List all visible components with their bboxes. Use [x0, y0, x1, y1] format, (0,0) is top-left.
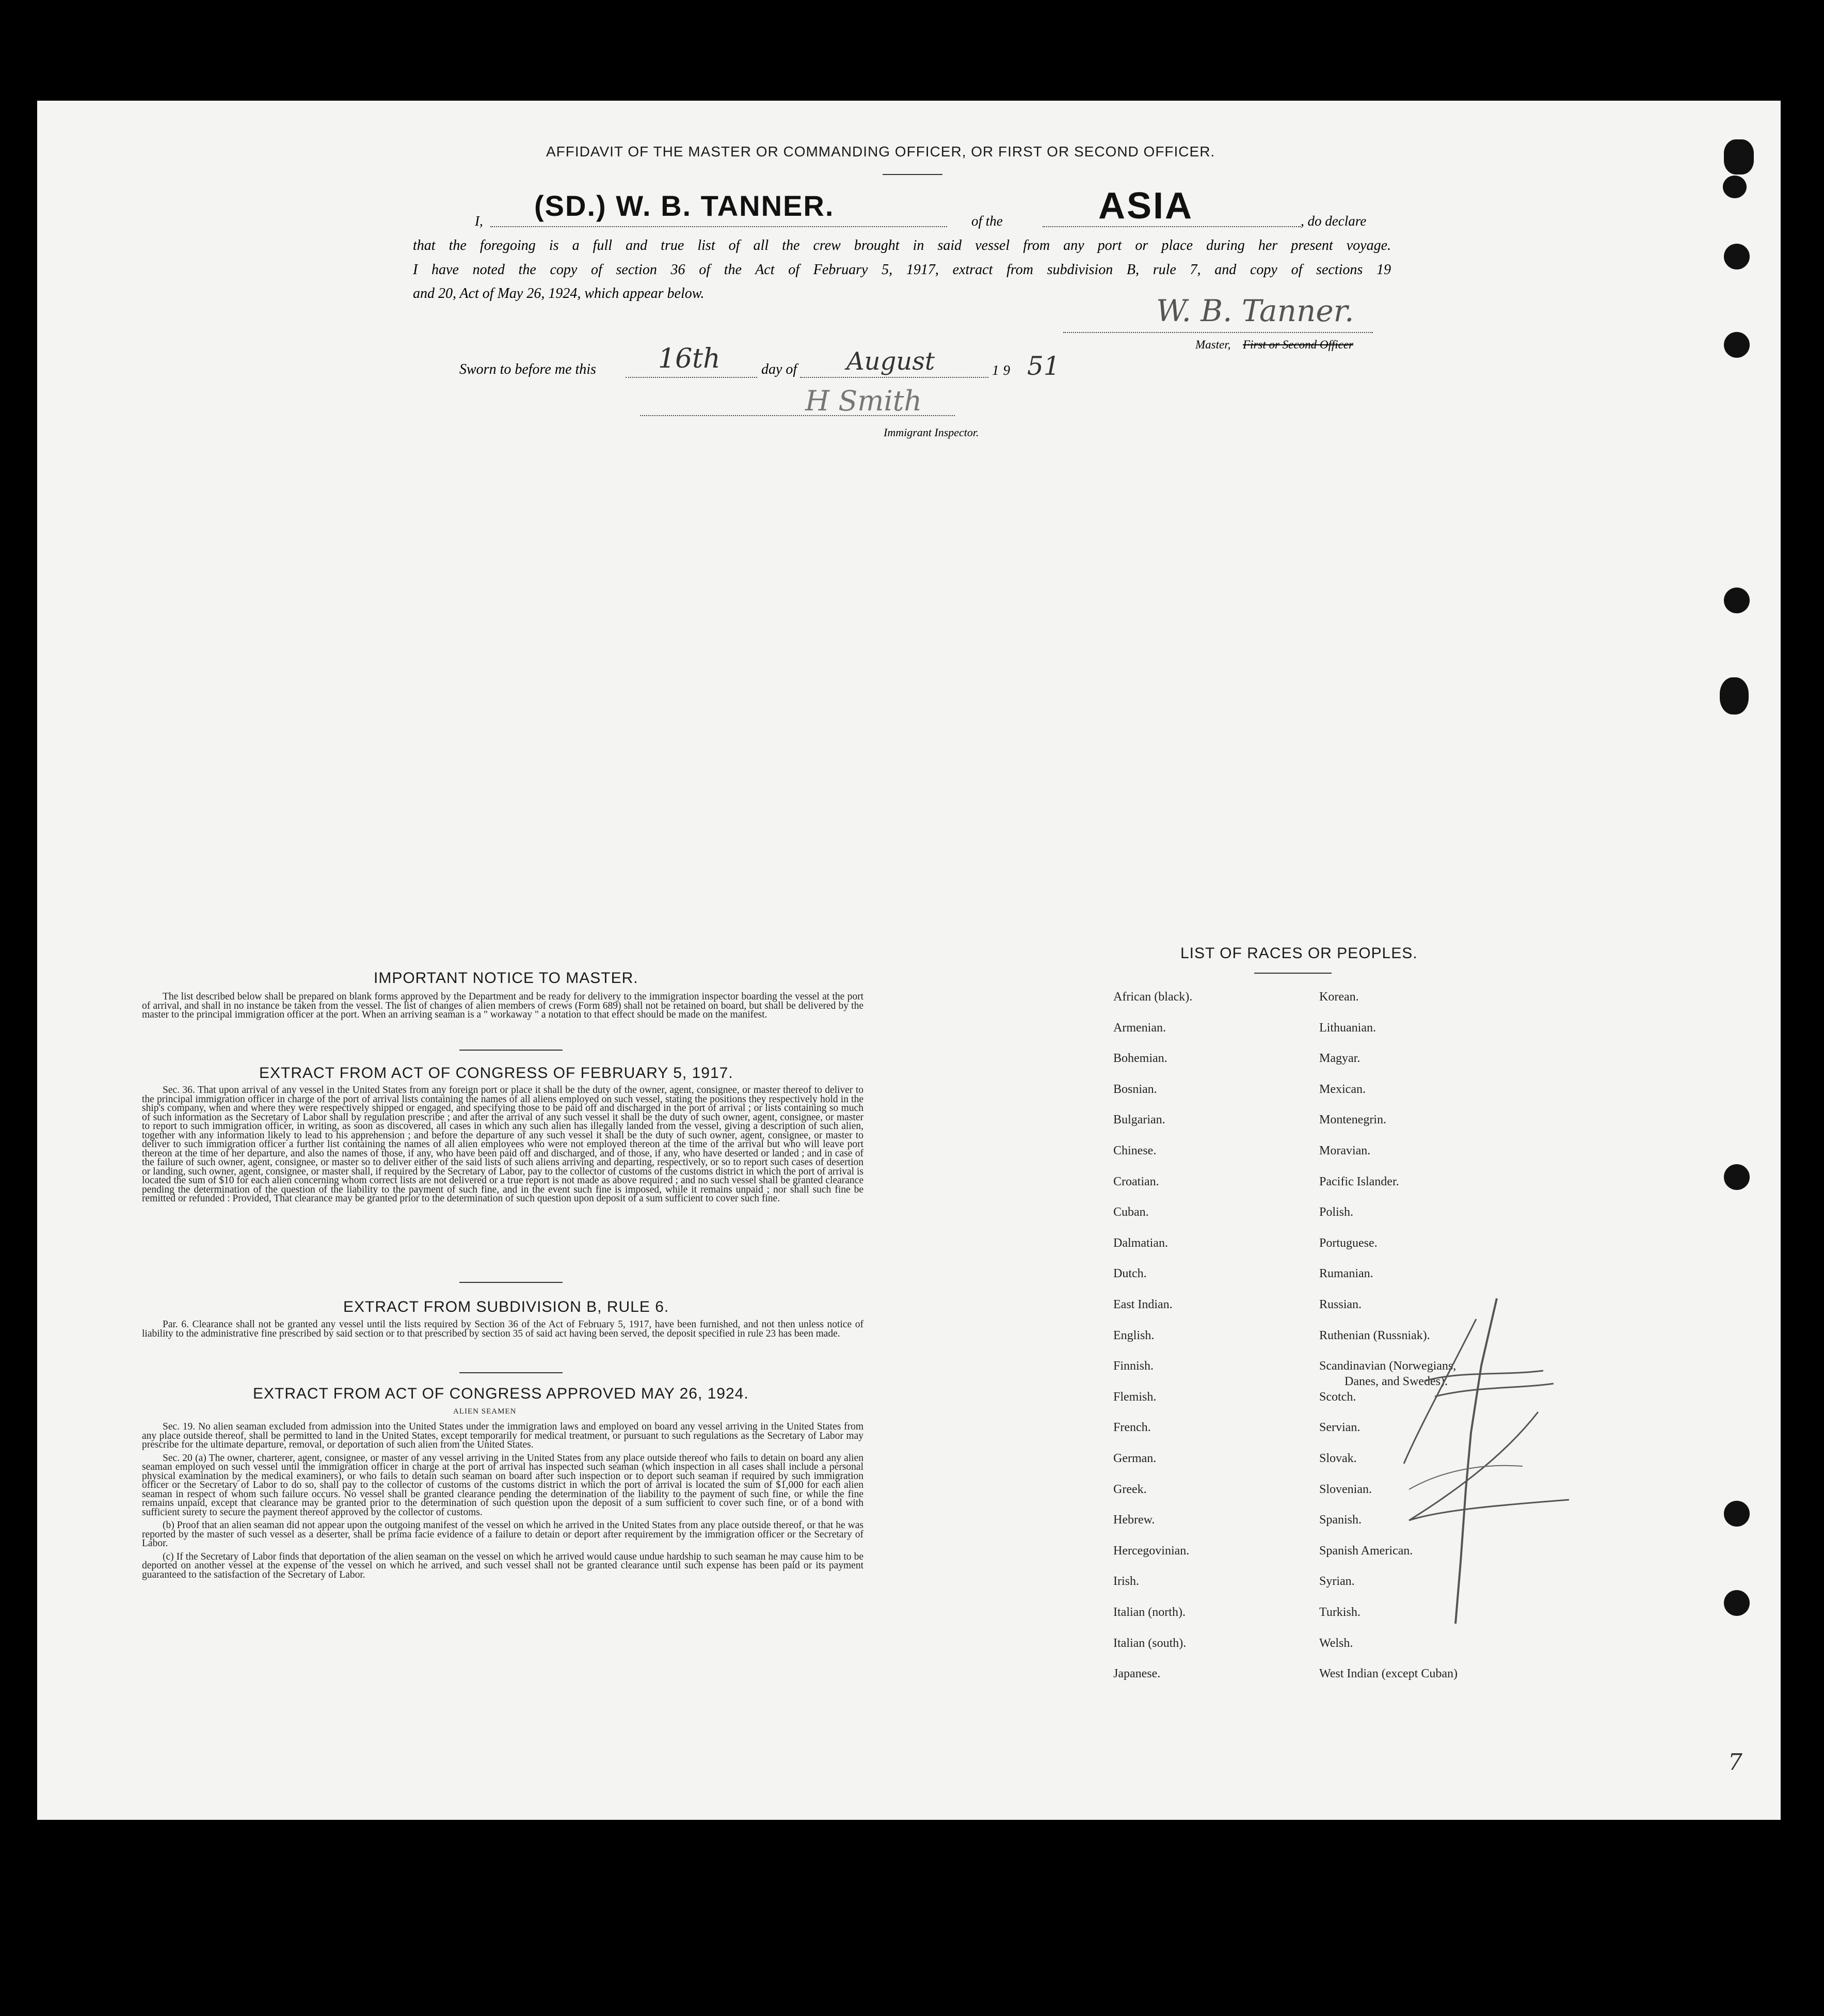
punch-hole	[1724, 332, 1750, 358]
races-title: LIST OF RACES OR PEOPLES.	[1180, 945, 1418, 962]
race-item: Turkish.	[1319, 1606, 1361, 1619]
race-item: Russian.	[1319, 1298, 1362, 1311]
race-item: Italian (north).	[1113, 1606, 1186, 1619]
race-item: Bulgarian.	[1113, 1113, 1165, 1127]
subdivision-text	[142, 1320, 863, 1342]
race-item: Mexican.	[1319, 1082, 1366, 1096]
divider	[1254, 973, 1332, 974]
race-item: Dutch.	[1113, 1267, 1147, 1281]
punch-hole	[1720, 677, 1749, 715]
extract-1924-text	[142, 1422, 863, 1583]
section-19-paragraph: Sec. 19. No alien seaman excluded from admission into the United States under the immigration laws and employed on board any vessel arriving in the United States from any place outside thereof, shall be permitted to land in the United States, except temporarily for medical treatment, or pursuant to such regulations as the Secretary of Labor may prescribe for the ultimate departure, removal, or deportation of such alien from the United States.	[142, 1421, 863, 1450]
race-item: Hebrew.	[1113, 1513, 1155, 1527]
name-line	[490, 226, 947, 227]
declaration-line-2: that the foregoing is a full and true list of all the crew brought in said vessel from any port or place during her present voyage.	[413, 237, 1391, 253]
vessel-line	[1043, 226, 1301, 227]
master-label: Master,	[1195, 338, 1231, 351]
race-item: Portuguese.	[1319, 1236, 1378, 1250]
signature-line	[1063, 332, 1373, 333]
notice-paragraph: The list described below shall be prepared on blank forms approved by the Department and be ready for delivery to the immigration inspector boarding the vessel at the port of arrival, and shall in no instance be taken from the vessel. The list of changes of alien members of crews (Form 689) shall not be retained on board, but shall be delivered by the master to the principal immigration officer at the port. When an arriving seaman is a " workaway " a notation to that effect should be made on the manifest.	[142, 991, 863, 1020]
race-item: Flemish.	[1113, 1390, 1157, 1404]
month-line	[800, 377, 988, 378]
race-item: French.	[1113, 1421, 1151, 1435]
divider	[459, 1282, 563, 1283]
day-line	[626, 377, 757, 378]
race-item: Spanish.	[1319, 1513, 1362, 1527]
punch-hole	[1724, 1590, 1750, 1616]
race-item: Lithuanian.	[1319, 1021, 1376, 1035]
race-item: Bohemian.	[1113, 1052, 1167, 1066]
race-item: Welsh.	[1319, 1636, 1353, 1650]
master-name: (SD.) W. B. TANNER.	[534, 189, 835, 222]
master-signature: W. B. Tanner.	[1156, 293, 1354, 328]
do-declare-label: , do declare	[1301, 213, 1367, 229]
race-item: Montenegrin.	[1319, 1113, 1386, 1127]
punch-hole	[1724, 588, 1750, 613]
section-20b-paragraph: (b) Proof that an alien seaman did not appear upon the outgoing manifest of the vessel on which he arrived in the United States from any place outside thereof, or that he was reported by the master of such vessel as a deserter, shall be prima facie evidence of a failure to detain or deport after requirement by the immigration officer or the Secretary of Labor.	[142, 1520, 863, 1549]
day-of-label: day of	[761, 361, 797, 377]
race-item: Servian.	[1319, 1421, 1361, 1435]
race-item: Korean.	[1319, 990, 1359, 1004]
race-item: Hercegovinian.	[1113, 1544, 1190, 1558]
punch-hole	[1724, 244, 1750, 269]
race-item: Japanese.	[1113, 1667, 1161, 1681]
divider	[459, 1372, 563, 1373]
race-item: Syrian.	[1319, 1575, 1355, 1589]
divider	[459, 1050, 563, 1051]
sworn-day: 16th	[658, 343, 721, 374]
inspector-signature: H Smith	[805, 385, 922, 417]
section-20a-paragraph: Sec. 20 (a) The owner, charterer, agent, consignee, or master of any vessel arriving in the United States from any place outside thereof who fails to detain on board any alien seaman employed on such vessel until the immigration officer in charge at the port of arrival has inspected such seaman (which inspection in all cases shall include a personal physical examination by the medical examiners), or who fails to detain such seaman on board after such inspection or to deport such seaman if required by such immigration officer or the Secretary of Labor to do so, shall pay to the collector of customs of the customs district in which the port of arrival is located the sum of $1,000 for each alien seaman in respect of whom such failure occurs. No vessel shall be granted clearance pending the determination of the liability to the payment of such fine, or while the fine remains unpaid, except that clearance may be granted prior to the determination of such question upon the deposit of a sum sufficient to cover such fine, or of a bond with sufficient surety to secure the payment thereof approved by the collector of customs.	[142, 1452, 863, 1518]
race-item: Slovenian.	[1319, 1482, 1372, 1496]
race-item: West Indian (except Cuban)	[1319, 1667, 1458, 1681]
race-item: Dalmatian.	[1113, 1236, 1168, 1250]
race-item: Greek.	[1113, 1482, 1147, 1496]
page-mark: 7	[1728, 1749, 1742, 1775]
sworn-label: Sworn to before me this	[459, 361, 596, 377]
race-item: Spanish American.	[1319, 1544, 1413, 1558]
punch-hole	[1723, 176, 1747, 198]
struck-officer-label: First or Second Officer	[1243, 338, 1353, 351]
declaration-line-4: and 20, Act of May 26, 1924, which appear below.	[413, 285, 705, 301]
race-item: Rumanian.	[1319, 1267, 1373, 1281]
extract-1917-title: EXTRACT FROM ACT OF CONGRESS OF FEBRUARY 5, 1917.	[259, 1065, 733, 1082]
notice-text	[142, 992, 863, 1024]
i-label: I,	[475, 213, 483, 229]
year-prefix: 19	[992, 362, 1014, 378]
race-item: Scandinavian (Norwegians,	[1319, 1359, 1457, 1373]
race-item: Irish.	[1113, 1575, 1139, 1589]
alien-seamen-subtitle: ALIEN SEAMEN	[453, 1407, 517, 1416]
subdivision-title: EXTRACT FROM SUBDIVISION B, RULE 6.	[343, 1298, 669, 1315]
punch-hole	[1724, 1164, 1750, 1190]
race-item: Italian (south).	[1113, 1636, 1187, 1650]
pencil-scrawl	[1388, 1293, 1585, 1644]
race-item: German.	[1113, 1452, 1157, 1465]
race-item: East Indian.	[1113, 1298, 1173, 1311]
race-item: Slovak.	[1319, 1452, 1357, 1465]
divider	[883, 174, 942, 175]
declaration-line-3: I have noted the copy of section 36 of the Act of February 5, 1917, extract from subdivision B, rule 7, and copy of sections 19	[413, 262, 1391, 278]
race-item: Scotch.	[1319, 1390, 1356, 1404]
race-item: Magyar.	[1319, 1052, 1361, 1066]
extract-1917-paragraph: Sec. 36. That upon arrival of any vessel in the United States from any foreign port or place it shall be the duty of the owner, agent, consignee, or master thereof to deliver to the principal immigration officer in charge of the port of arrival lists containing the names of all aliens employed on such vessel, stating the positions they respectively hold in the ship's company, when and where they were respectively shipped or engaged, and specifying those to be paid off and discharged in the port of arrival ; or lists containing so much of such information as the Secretary of Labor shall by regulation prescribe ; and after the arrival of any such vessel it shall be the duty of such owner, agent, consignee, or master to report to such immigration officer, in writing, as soon as discovered, all cases in which any such alien has illegally landed from the vessel, giving a description of such alien, together with any information likely to lead to his apprehension ; and before the departure of any such vessel it shall be the duty of such owner, agent, consignee, or master to deliver to such immigration officer a further list containing the names of all alien employees who were not employed thereon at the time of the arrival but who will leave port thereon at the time of her departure, and also the names of those, if any, who have been paid off and discharged, and of those, if any, who have deserted or landed ; and in case of the failure of such owner, agent, consignee, or master so to deliver either of the said lists of such aliens arriving and departing, respectively, or so to report such cases of desertion or landing, such owner, agent, consignee, or master shall, if required by the Secretary of Labor, pay to the collector of customs of the customs district in which the port of arrival is located the sum of $10 for each alien concerning whom correct lists are not delivered or a true report is not made as above required ; and no such vessel shall be granted clearance pending the determination of the question of the liability to the payment of such fine, and in the event such fine is imposed, while it remains unpaid ; nor shall such fine be remitted or refunded : Provided, That clearance may be granted prior to the determination of such question upon deposit of a sum sufficient to cover such fine.	[142, 1085, 863, 1204]
race-item: Moravian.	[1319, 1144, 1371, 1157]
notice-title: IMPORTANT NOTICE TO MASTER.	[374, 970, 638, 987]
affidavit-title: AFFIDAVIT OF THE MASTER OR COMMANDING OFFICER, OR FIRST OR SECOND OFFICER.	[546, 144, 1215, 160]
race-item: Chinese.	[1113, 1144, 1157, 1157]
subdivision-paragraph: Par. 6. Clearance shall not be granted any vessel until the lists required by Section 36 of the Act of February 5, 1917, have been furnished, and not then unless notice of liability to the administrative fine prescribed by said section or to that prescribed by section 35 of said act having been served, the deposit specified in rule 23 has been made.	[142, 1319, 863, 1339]
race-item: Bosnian.	[1113, 1082, 1157, 1096]
race-item: Armenian.	[1113, 1021, 1166, 1035]
inspector-label: Immigrant Inspector.	[884, 426, 979, 439]
section-20c-paragraph: (c) If the Secretary of Labor finds that deportation of the alien seaman on the vessel on which he arrived would cause undue hardship to such seaman he may cause him to be deported on another vessel at the expense of the vessel on which he arrived, and such vessel shall not be granted clearance until such expense has been paid or its payment guaranteed to the satisfaction of the Secretary of Labor.	[142, 1551, 863, 1580]
sworn-year: 51	[1027, 351, 1060, 381]
race-item: Finnish.	[1113, 1359, 1154, 1373]
race-item: Pacific Islander.	[1319, 1174, 1399, 1188]
vessel-name: ASIA	[1098, 185, 1194, 227]
sworn-month: August	[846, 347, 935, 376]
punch-hole	[1724, 1501, 1750, 1527]
race-item: Polish.	[1319, 1205, 1354, 1219]
extract-1917-text	[142, 1086, 863, 1208]
race-item: Croatian.	[1113, 1174, 1159, 1188]
punch-hole	[1724, 139, 1754, 174]
race-item: English.	[1113, 1328, 1155, 1342]
race-item: Danes, and Swedes).	[1345, 1375, 1448, 1388]
race-item: African (black).	[1113, 990, 1193, 1004]
race-item: Cuban.	[1113, 1205, 1149, 1219]
extract-1924-title: EXTRACT FROM ACT OF CONGRESS APPROVED MAY 26, 1924.	[253, 1385, 749, 1402]
of-the-label: of the	[971, 213, 1003, 229]
race-item: Ruthenian (Russniak).	[1319, 1328, 1430, 1342]
